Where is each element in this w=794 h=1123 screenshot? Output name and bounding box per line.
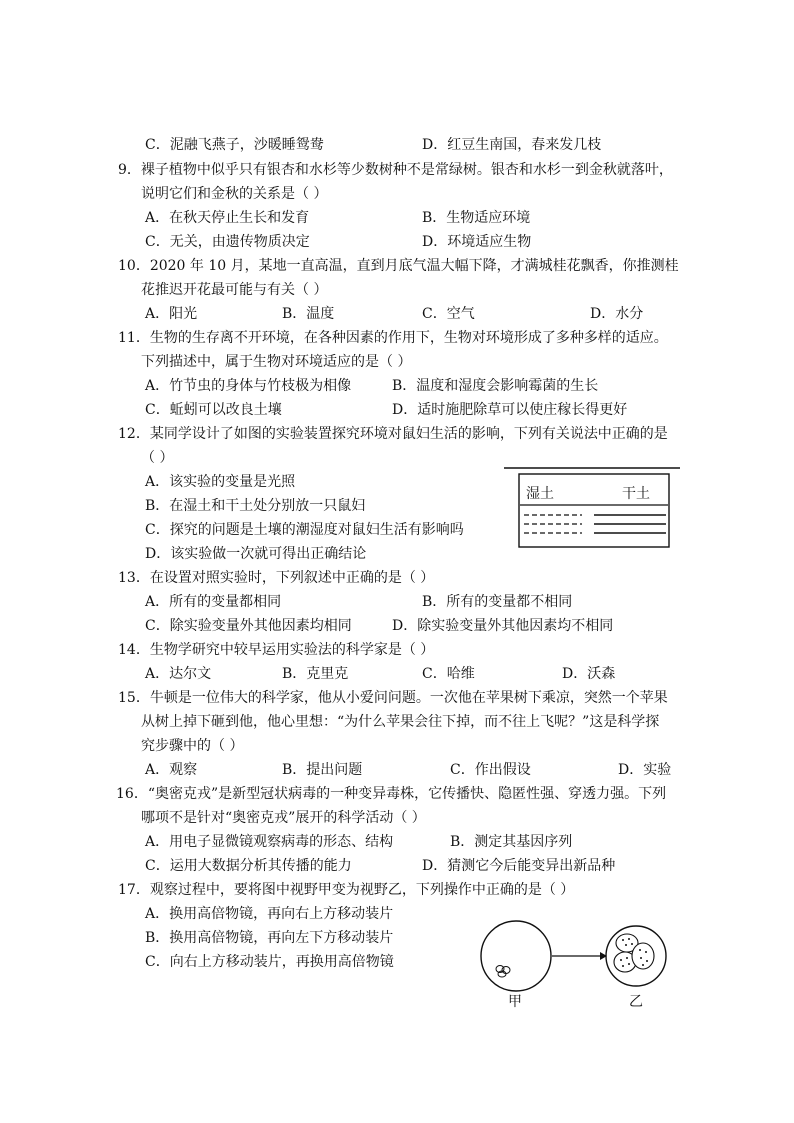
q11-option-d: D．适时施肥除草可以使庄稼长得更好 xyxy=(392,402,628,418)
q15-option-c: C．作出假设 xyxy=(450,762,531,778)
q9-option-c: C．无关，由遗传物质决定 xyxy=(145,234,310,250)
q13-option-c: C．除实验变量外其他因素均相同 xyxy=(145,618,352,634)
q14-option-d: D．沃森 xyxy=(562,666,616,682)
q10-option-a: A．阳光 xyxy=(145,306,198,322)
q12-option-b: B．在湿土和干土处分别放一只鼠妇 xyxy=(145,498,366,514)
q15-option-b: B．提出问题 xyxy=(282,762,363,778)
q15-stem-line2: 从树上掉下砸到他，他心里想：“为什么苹果会往下掉，而不往上飞呢？”这是科学探 xyxy=(141,714,660,730)
q13-option-d: D．除实验变量外其他因素均不相同 xyxy=(392,618,614,634)
q14-option-b: B．克里克 xyxy=(282,666,349,682)
q9-option-a: A．在秋天停止生长和发育 xyxy=(145,210,310,226)
wet-soil-dashes xyxy=(524,515,582,533)
q11-stem-line2: 下列描述中，属于生物对环境适应的是（ ） xyxy=(141,354,412,370)
view-jia-circle xyxy=(481,921,551,991)
q9-option-b: B．生物适应环境 xyxy=(422,210,531,226)
microscope-view-figure xyxy=(474,912,688,1012)
view-jia-cells xyxy=(496,966,510,978)
q11-option-a: A．竹节虫的身体与竹枝极为相像 xyxy=(145,378,352,394)
q15-stem-line1: 15．牛顿是一位伟大的科学家，他从小爱问问题。一次他在苹果树下乘凉，突然一个苹果 xyxy=(118,690,668,706)
q12-option-a: A．该实验的变量是光照 xyxy=(145,474,296,490)
q17-option-a: A．换用高倍物镜，再向右上方移动装片 xyxy=(145,906,394,922)
q14-stem-line1: 14．生物学研究中较早运用实验法的科学家是（ ） xyxy=(118,642,435,658)
q15-option-d: D．实验 xyxy=(618,762,672,778)
wet-soil-label: 湿土 xyxy=(526,486,554,502)
q17-stem-line1: 17．观察过程中，要将图中视野甲变为视野乙，下列操作中正确的是（ ） xyxy=(118,882,575,898)
view-yi-label: 乙 xyxy=(629,994,643,1010)
q11-stem-line1: 11．生物的生存离不开环境，在各种因素的作用下，生物对环境形成了多种多样的适应。 xyxy=(118,330,668,346)
q12-stem-line2: （ ） xyxy=(141,450,174,466)
tray-outline xyxy=(519,474,669,547)
dry-soil-label: 干土 xyxy=(622,486,650,502)
q12-stem-line1: 12．某同学设计了如图的实验装置探究环境对鼠妇生活的影响，下列有关说法中正确的是 xyxy=(118,426,668,442)
q10-stem-line1: 10．2020 年 10 月，某地一直高温，直到月底气温大幅下降，才满城桂花飘香，你推测桂 xyxy=(118,258,679,274)
q9-option-d: D．环境适应生物 xyxy=(422,234,532,250)
view-yi-cells xyxy=(614,934,654,972)
q16-option-b: B．测定其基因序列 xyxy=(450,834,573,850)
q14-option-a: A．达尔文 xyxy=(145,666,212,682)
q10-option-b: B．温度 xyxy=(282,306,335,322)
q12-option-c: C．探究的问题是土壤的潮湿度对鼠妇生活有影响吗 xyxy=(145,522,464,538)
q8-option-d: D．红豆生南国，春来发几枝 xyxy=(422,137,602,153)
q13-option-b: B．所有的变量都不相同 xyxy=(422,594,573,610)
q11-option-c: C．蚯蚓可以改良土壤 xyxy=(145,402,282,418)
dry-soil-lines xyxy=(594,515,666,533)
q16-option-a: A．用电子显微镜观察病毒的形态、结构 xyxy=(145,834,394,850)
q16-option-c: C．运用大数据分析其传播的能力 xyxy=(145,858,352,874)
q13-stem-line1: 13．在设置对照实验时，下列叙述中正确的是（ ） xyxy=(118,570,435,586)
q10-option-c: C．空气 xyxy=(422,306,475,322)
q9-stem-line1: 9．裸子植物中似乎只有银杏和水杉等少数树种不是常绿树。银杏和水杉一到金秋就落叶， xyxy=(118,162,673,178)
q8-option-c: C．泥融飞燕子，沙暖睡鸳鸯 xyxy=(145,137,324,153)
soil-tray-figure xyxy=(502,462,684,554)
q16-option-d: D．猜测它今后能变异出新品种 xyxy=(422,858,616,874)
q16-stem-line1: 16．“奥密克戎”是新型冠状病毒的一种变异毒株，它传播快、隐匿性强、穿透力强。下列 xyxy=(116,786,667,802)
q15-option-a: A．观察 xyxy=(145,762,198,778)
q9-stem-line2: 说明它们和金秋的关系是（ ） xyxy=(141,186,328,202)
q13-option-a: A．所有的变量都相同 xyxy=(145,594,282,610)
q17-option-c: C．向右上方移动装片，再换用高倍物镜 xyxy=(145,954,394,970)
q12-option-d: D．该实验做一次就可得出正确结论 xyxy=(145,546,367,562)
q10-option-d: D．水分 xyxy=(590,306,644,322)
q17-option-b: B．换用高倍物镜，再向左下方移动装片 xyxy=(145,930,394,946)
q15-stem-line3: 究步骤中的（ ） xyxy=(141,738,244,754)
q14-option-c: C．哈维 xyxy=(422,666,475,682)
q10-stem-line2: 花推迟开花最可能与有关（ ） xyxy=(141,282,328,298)
q16-stem-line2: 哪项不是针对“奥密克戎”展开的科学活动（ ） xyxy=(141,810,426,826)
q11-option-b: B．温度和湿度会影响霉菌的生长 xyxy=(392,378,599,394)
view-jia-label: 甲 xyxy=(508,994,522,1010)
